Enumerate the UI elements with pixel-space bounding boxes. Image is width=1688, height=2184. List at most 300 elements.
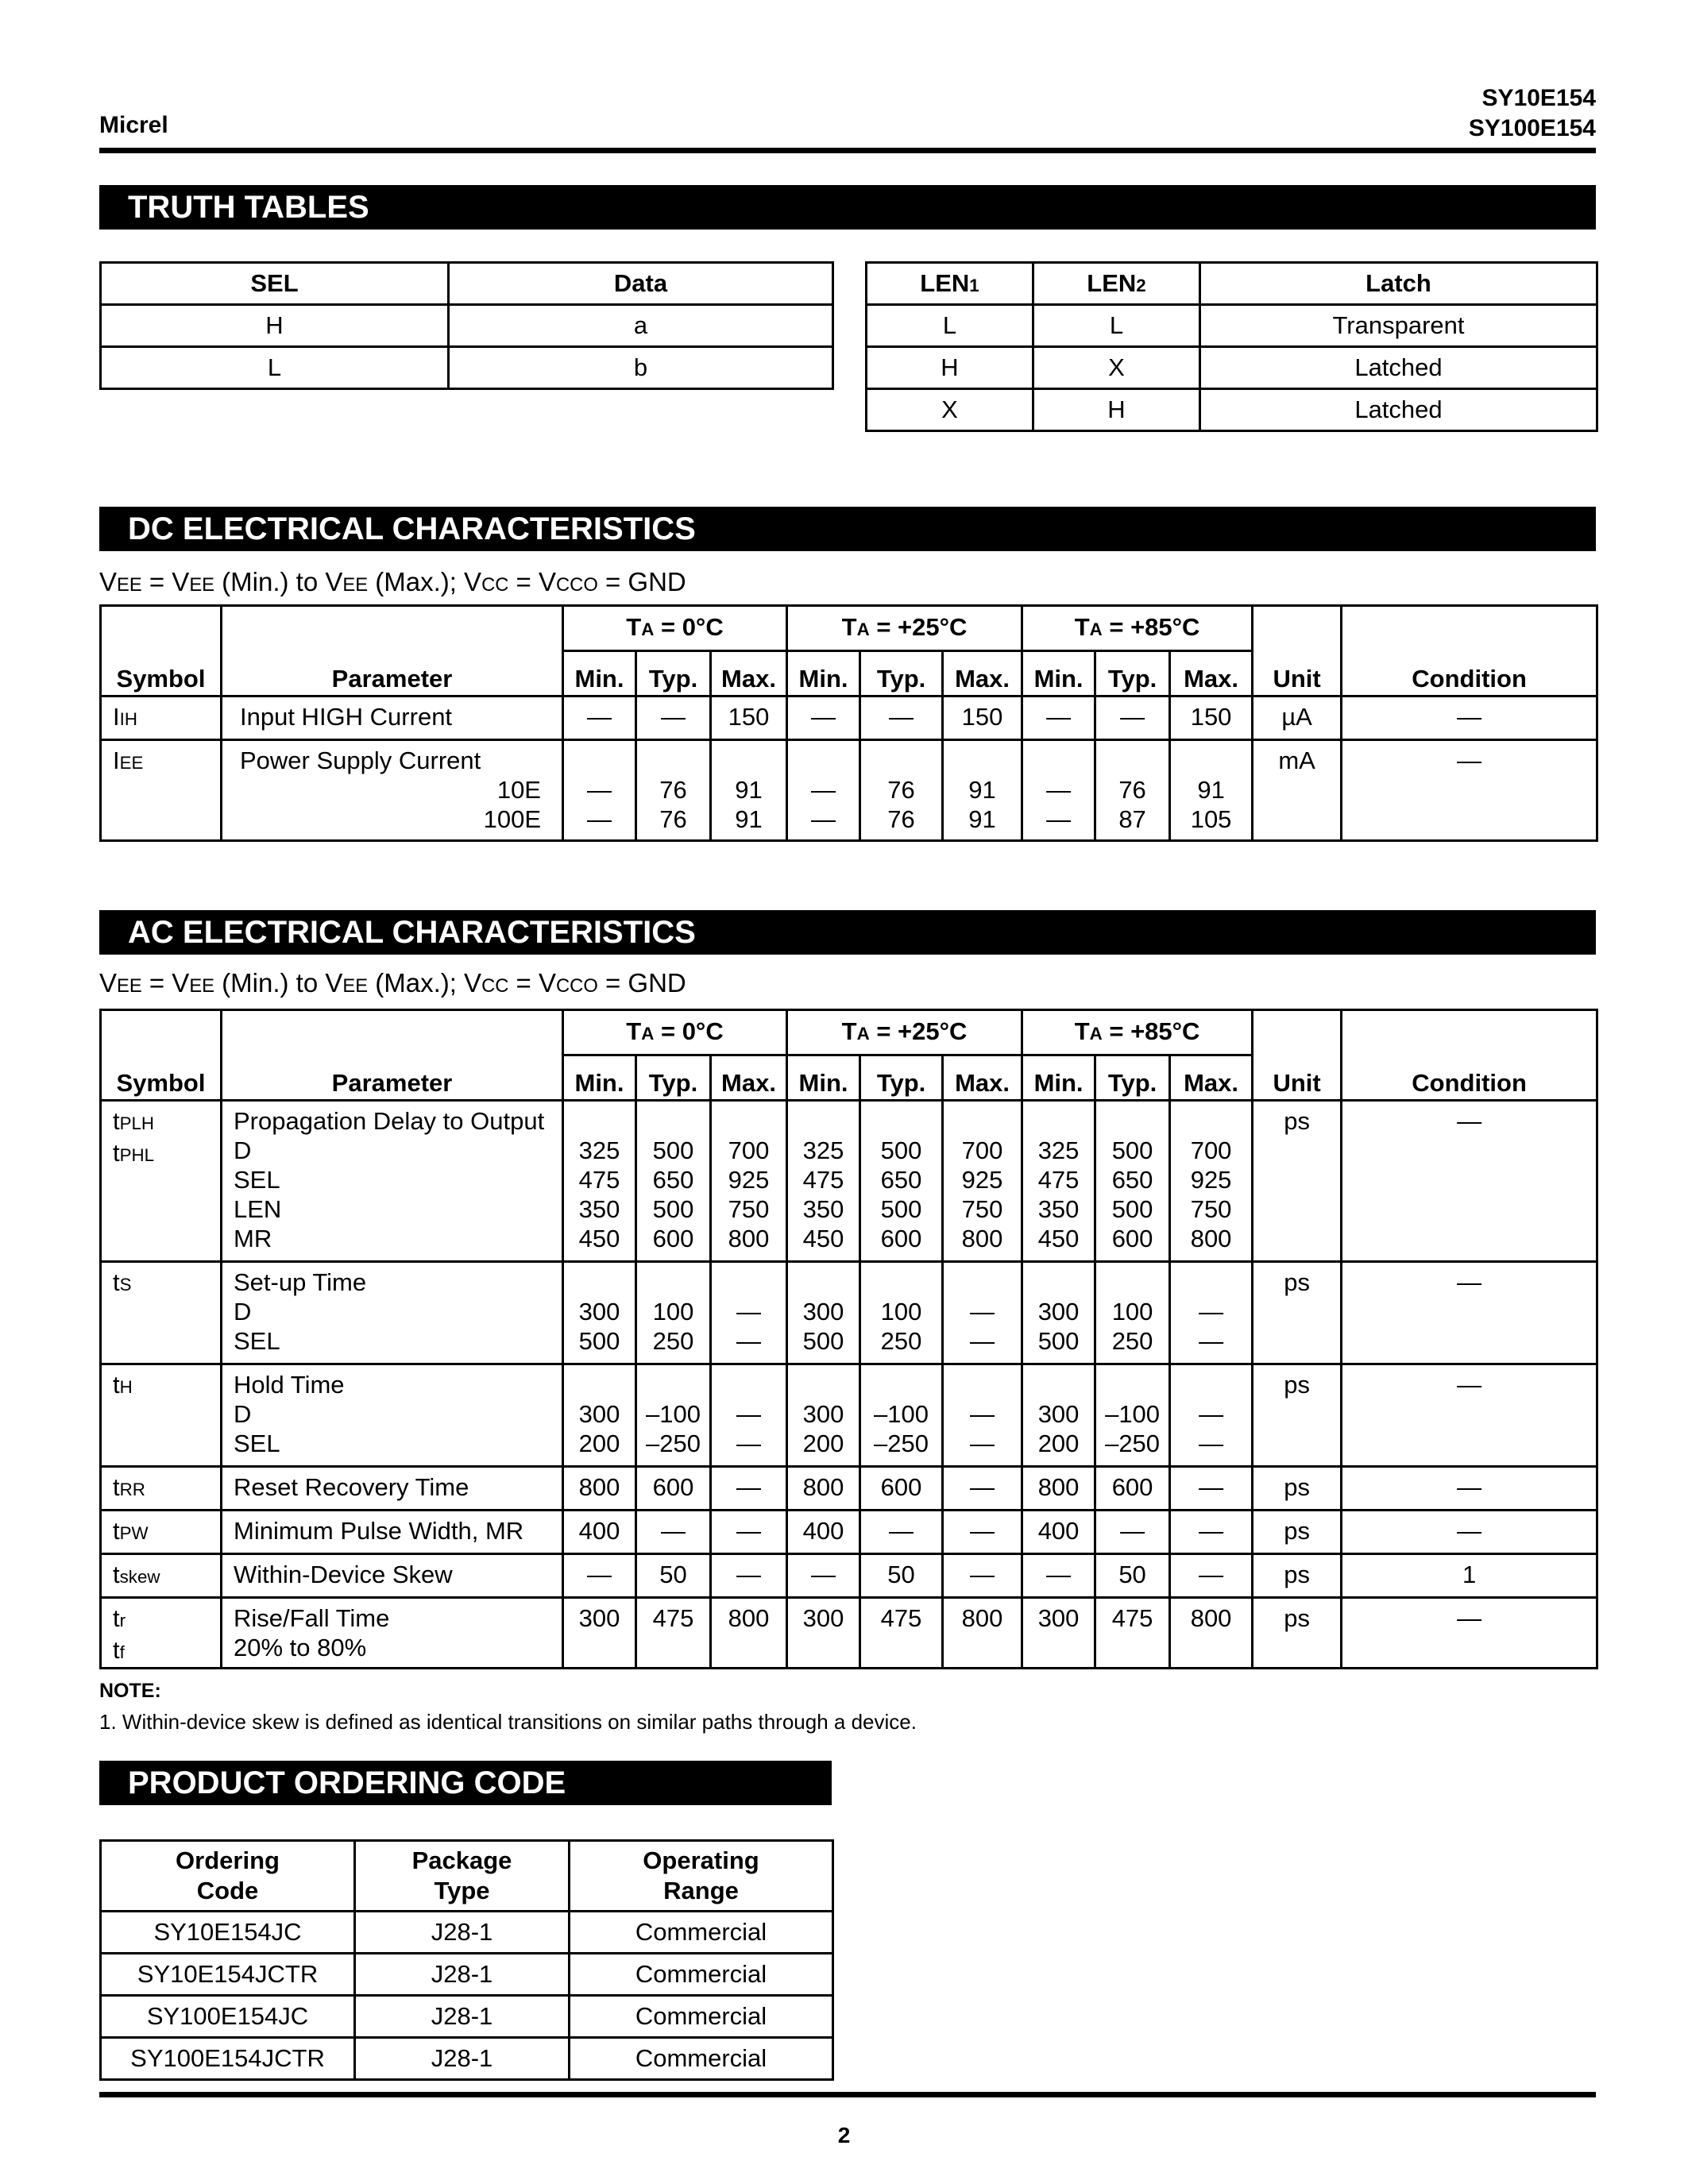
value-cell: 300	[1022, 1598, 1095, 1669]
unit-cell: ps	[1253, 1262, 1342, 1364]
cond-sub: EE	[189, 975, 215, 997]
symbol-line	[113, 1106, 220, 1138]
data-header: Data	[449, 263, 833, 305]
value: 800	[961, 1225, 1003, 1252]
value: 105	[1190, 805, 1232, 833]
range-cell: Commercial	[570, 2038, 833, 2080]
condition-cell: —	[1342, 1101, 1597, 1262]
range-cell: Commercial	[570, 1996, 833, 2038]
value: 87	[1118, 805, 1146, 833]
value-cell	[711, 740, 787, 841]
value-cell: —	[636, 1511, 711, 1554]
value: 500	[578, 1327, 620, 1355]
table-row	[101, 1598, 1597, 1669]
cond-sub: CC	[481, 975, 509, 997]
value-cell: —	[563, 1554, 636, 1598]
parameter-sub: SEL	[234, 1166, 280, 1194]
table-row	[101, 2038, 833, 2080]
sel-header: SEL	[101, 263, 449, 305]
value-cell: —	[711, 1467, 787, 1511]
ordering-code-cell: SY100E154JC	[101, 1996, 355, 2038]
value-cell: 800	[1022, 1467, 1095, 1511]
symbol-sub: PLH	[119, 1113, 155, 1133]
value: 300	[802, 1400, 844, 1428]
cond-text: (Max.); V	[368, 968, 482, 997]
symbol-text: t	[113, 1107, 120, 1135]
value: —	[970, 1298, 995, 1325]
value-cell	[636, 1262, 711, 1364]
min-header: Min.	[1022, 651, 1095, 696]
temp-sub: A	[1089, 1024, 1103, 1044]
value-cell: 800	[787, 1467, 860, 1511]
condition-cell: —	[1342, 1262, 1597, 1364]
typ-header: Typ.	[860, 651, 943, 696]
value-cell: —	[943, 1511, 1022, 1554]
value: 100	[652, 1298, 694, 1325]
symbol-sub: S	[119, 1275, 132, 1295]
symbol-sub: EE	[119, 753, 144, 773]
dc-characteristics-title: DC ELECTRICAL CHARACTERISTICS	[99, 507, 1596, 551]
value-cell	[563, 1262, 636, 1364]
value: —	[587, 776, 612, 804]
value-cell	[1095, 1262, 1170, 1364]
table-cell: H	[1033, 389, 1200, 431]
parameter-text: Set-up Time	[234, 1268, 367, 1296]
table-cell: L	[867, 305, 1033, 347]
value: 325	[802, 1136, 844, 1164]
max-header: Max.	[711, 651, 787, 696]
value-cell: 600	[1095, 1467, 1170, 1511]
value-cell: —	[943, 1467, 1022, 1511]
ac-conditions	[99, 968, 686, 998]
symbol-sub: skew	[119, 1567, 160, 1587]
value-cell: —	[1170, 1511, 1253, 1554]
value-cell	[787, 1101, 860, 1262]
max-header: Max.	[943, 1055, 1022, 1101]
value-cell	[943, 740, 1022, 841]
parameter-cell: Minimum Pulse Width, MR	[222, 1511, 563, 1554]
temp-value: = 0°C	[654, 1017, 724, 1045]
table-row	[867, 347, 1597, 389]
value: 300	[578, 1298, 620, 1325]
footer-rule	[99, 2092, 1596, 2097]
typ-header: Typ.	[1095, 1055, 1170, 1101]
value: —	[1046, 805, 1072, 833]
symbol-text: t	[113, 1473, 120, 1501]
value-cell	[1170, 1364, 1253, 1467]
symbol-cell	[101, 696, 222, 740]
value-cell: 150	[1170, 696, 1253, 740]
value-cell: 800	[563, 1467, 636, 1511]
value-cell	[563, 1364, 636, 1467]
ordering-code-cell: SY10E154JCTR	[101, 1954, 355, 1996]
value-cell	[860, 1262, 943, 1364]
value-cell	[636, 740, 711, 841]
symbol-line	[113, 1603, 220, 1635]
temp-25c-header	[787, 1010, 1022, 1055]
value: 300	[1037, 1400, 1080, 1428]
value: —	[970, 1327, 995, 1355]
note-title: NOTE:	[99, 1680, 161, 1702]
value: 91	[1197, 776, 1225, 804]
table-row	[101, 1954, 833, 1996]
value: 650	[652, 1166, 694, 1194]
package-cell: J28-1	[355, 1954, 570, 1996]
condition-cell: —	[1342, 1467, 1597, 1511]
value: —	[1046, 776, 1072, 804]
value: 76	[887, 776, 915, 804]
table-cell: Transparent	[1200, 305, 1597, 347]
value-cell: —	[711, 1511, 787, 1554]
value-cell	[1095, 1364, 1170, 1467]
parameter-sub: SEL	[234, 1327, 280, 1355]
value: 650	[880, 1166, 922, 1194]
symbol-cell	[101, 1262, 222, 1364]
value-cell	[860, 740, 943, 841]
value: —	[1199, 1327, 1224, 1355]
value: 500	[1037, 1327, 1080, 1355]
value: 500	[652, 1195, 694, 1223]
symbol-text: I	[113, 703, 120, 731]
parameter-sub: 20% to 80%	[234, 1634, 367, 1661]
symbol-text: t	[113, 1517, 120, 1545]
symbol-cell	[101, 1511, 222, 1554]
value: 500	[652, 1136, 694, 1164]
value-cell: 475	[636, 1598, 711, 1669]
value: —	[736, 1298, 762, 1325]
table-row	[101, 1511, 1597, 1554]
symbol-header: Symbol	[101, 606, 222, 696]
cond-sub: CC	[481, 574, 509, 596]
value-cell: 600	[860, 1467, 943, 1511]
cond-sub: EE	[117, 975, 142, 997]
unit-cell: ps	[1253, 1467, 1342, 1511]
cond-text: V	[99, 968, 118, 997]
table-row	[101, 347, 833, 389]
package-cell: J28-1	[355, 2038, 570, 2080]
condition-cell: —	[1342, 1364, 1597, 1467]
symbol-text: t	[113, 1139, 120, 1167]
parameter-cell	[222, 1364, 563, 1467]
value: —	[587, 805, 612, 833]
value: 750	[728, 1195, 770, 1223]
value-cell: —	[860, 696, 943, 740]
cond-sub: EE	[342, 975, 369, 997]
cond-sub: EE	[189, 574, 215, 596]
value: 700	[1190, 1136, 1232, 1164]
value: 300	[578, 1400, 620, 1428]
temp-sub: A	[641, 619, 655, 639]
value: 91	[968, 776, 996, 804]
parameter-sub: LEN	[234, 1195, 282, 1223]
value-cell	[711, 1262, 787, 1364]
table-row	[101, 740, 1597, 841]
cond-text: (Min.) to V	[214, 968, 343, 997]
value-cell: —	[1022, 696, 1095, 740]
value: 475	[1037, 1166, 1080, 1194]
value: 76	[659, 776, 687, 804]
value-cell	[1022, 1262, 1095, 1364]
parameter-sub: SEL	[234, 1430, 280, 1457]
value: 600	[652, 1225, 694, 1252]
temp-t: T	[626, 1017, 642, 1045]
value: 350	[578, 1195, 620, 1223]
condition-header: Condition	[1342, 606, 1597, 696]
table-row	[101, 1554, 1597, 1598]
value: –250	[1105, 1430, 1161, 1457]
len1-label: LEN	[920, 269, 970, 297]
dc-characteristics-table	[99, 604, 1598, 842]
unit-cell: ps	[1253, 1511, 1342, 1554]
unit-cell: mA	[1253, 740, 1342, 841]
typ-header: Typ.	[860, 1055, 943, 1101]
table-row	[101, 1912, 833, 1954]
min-header: Min.	[563, 1055, 636, 1101]
value: –100	[1105, 1400, 1161, 1428]
cond-text: = V	[141, 567, 190, 596]
temp-t: T	[841, 613, 857, 641]
value-cell: 150	[943, 696, 1022, 740]
value: 100	[1111, 1298, 1153, 1325]
symbol-line	[113, 1635, 220, 1667]
table-cell: b	[449, 347, 833, 389]
value: —	[736, 1400, 762, 1428]
header-line: Code	[196, 1877, 259, 1904]
table-row	[101, 1101, 1597, 1262]
company-name: Micrel	[99, 112, 168, 138]
len2-label: LEN	[1087, 269, 1137, 297]
parameter-cell	[222, 1101, 563, 1262]
symbol-sub: H	[119, 1377, 133, 1397]
parameter-text: Hold Time	[234, 1371, 345, 1399]
value-cell	[711, 1364, 787, 1467]
sel-truth-table	[99, 261, 834, 390]
condition-header: Condition	[1342, 1010, 1597, 1101]
symbol-cell	[101, 1554, 222, 1598]
value-cell: 300	[787, 1598, 860, 1669]
value: —	[736, 1430, 762, 1457]
value: 76	[1118, 776, 1146, 804]
value-cell	[563, 740, 636, 841]
value-cell	[636, 1101, 711, 1262]
len1-header	[867, 263, 1033, 305]
header-line: Ordering	[176, 1846, 280, 1874]
symbol-header: Symbol	[101, 1010, 222, 1101]
parameter-sub: MR	[234, 1225, 272, 1252]
value: 450	[802, 1225, 844, 1252]
value: —	[811, 805, 836, 833]
min-header: Min.	[787, 651, 860, 696]
parameter-cell	[222, 740, 563, 841]
table-row	[101, 696, 1597, 740]
value-cell: 50	[860, 1554, 943, 1598]
value: –250	[646, 1430, 701, 1457]
header-line: Type	[434, 1877, 490, 1904]
part-numbers	[1469, 83, 1596, 144]
value: 91	[735, 805, 763, 833]
symbol-sub: PW	[119, 1523, 149, 1543]
symbol-cell	[101, 740, 222, 841]
value: 800	[728, 1225, 770, 1252]
value-cell: 50	[1095, 1554, 1170, 1598]
latch-header: Latch	[1200, 263, 1597, 305]
condition-cell: —	[1342, 740, 1597, 841]
value-cell	[1170, 1101, 1253, 1262]
ordering-code-title: PRODUCT ORDERING CODE	[99, 1761, 832, 1805]
symbol-text: t	[113, 1636, 120, 1664]
value-cell: 800	[943, 1598, 1022, 1669]
part-number-10e: SY10E154	[1481, 85, 1596, 111]
temp-value: = 0°C	[654, 613, 724, 641]
value-cell	[787, 1262, 860, 1364]
temp-0c-header	[563, 1010, 787, 1055]
value-cell	[943, 1262, 1022, 1364]
value-cell: 800	[711, 1598, 787, 1669]
unit-header: Unit	[1253, 606, 1342, 696]
value: 76	[659, 805, 687, 833]
table-cell: L	[101, 347, 449, 389]
page-number: 2	[837, 2123, 851, 2147]
value: 650	[1111, 1166, 1153, 1194]
max-header: Max.	[711, 1055, 787, 1101]
symbol-text: I	[113, 747, 120, 774]
table-row	[101, 606, 1597, 651]
value: 500	[880, 1136, 922, 1164]
parameter-variant: 10E	[496, 776, 541, 804]
ac-characteristics-table	[99, 1009, 1598, 1669]
value: 76	[887, 805, 915, 833]
condition-cell: 1	[1342, 1554, 1597, 1598]
value-cell: 150	[711, 696, 787, 740]
value: —	[1199, 1400, 1224, 1428]
value-cell	[860, 1364, 943, 1467]
cond-sub: CCO	[556, 975, 598, 997]
value-cell: 300	[563, 1598, 636, 1669]
parameter-variant: 100E	[483, 805, 541, 833]
value: 800	[1190, 1225, 1232, 1252]
value: –100	[874, 1400, 929, 1428]
value: 750	[1190, 1195, 1232, 1223]
parameter-cell	[222, 1262, 563, 1364]
value-cell: 800	[1170, 1598, 1253, 1669]
table-row	[101, 1996, 833, 2038]
min-header: Min.	[787, 1055, 860, 1101]
value-cell	[636, 1364, 711, 1467]
table-row	[101, 1262, 1597, 1364]
value-cell: —	[860, 1511, 943, 1554]
value: 475	[578, 1166, 620, 1194]
symbol-cell	[101, 1467, 222, 1511]
temp-sub: A	[856, 619, 870, 639]
value-cell: —	[787, 696, 860, 740]
temp-25c-header	[787, 606, 1022, 651]
parameter-cell: Reset Recovery Time	[222, 1467, 563, 1511]
temp-sub: A	[1089, 619, 1103, 639]
temp-t: T	[626, 613, 642, 641]
temp-value: = +85°C	[1102, 613, 1200, 641]
value: 500	[802, 1327, 844, 1355]
value: 925	[728, 1166, 770, 1194]
table-row	[867, 263, 1597, 305]
ac-characteristics-title: AC ELECTRICAL CHARACTERISTICS	[99, 910, 1596, 955]
header-line: Package	[411, 1846, 512, 1874]
symbol-sub: RR	[119, 1480, 145, 1499]
min-header: Min.	[1022, 1055, 1095, 1101]
ordering-code-cell: SY100E154JCTR	[101, 2038, 355, 2080]
temp-value: = +25°C	[869, 1017, 968, 1045]
range-cell: Commercial	[570, 1954, 833, 1996]
value-cell: 400	[1022, 1511, 1095, 1554]
value-cell: —	[1095, 696, 1170, 740]
unit-cell: ps	[1253, 1554, 1342, 1598]
value: –250	[874, 1430, 929, 1457]
value: —	[1199, 1430, 1224, 1457]
ordering-code-cell: SY10E154JC	[101, 1912, 355, 1954]
value: 100	[880, 1298, 922, 1325]
temp-value: = +85°C	[1102, 1017, 1200, 1045]
cond-sub: CCO	[556, 574, 598, 596]
value-cell: —	[636, 696, 711, 740]
value-cell	[1095, 740, 1170, 841]
min-header: Min.	[563, 651, 636, 696]
symbol-text: t	[113, 1561, 120, 1588]
len2-subscript: 2	[1136, 276, 1146, 295]
table-row	[867, 389, 1597, 431]
temp-sub: A	[856, 1024, 870, 1044]
unit-cell: ps	[1253, 1598, 1342, 1669]
value-cell	[711, 1101, 787, 1262]
parameter-sub: D	[234, 1136, 252, 1164]
unit-cell: ps	[1253, 1101, 1342, 1262]
header-line: Range	[663, 1877, 739, 1904]
temp-85c-header	[1022, 1010, 1253, 1055]
table-cell: Latched	[1200, 389, 1597, 431]
dc-conditions	[99, 567, 686, 597]
value: 500	[880, 1195, 922, 1223]
value-cell	[1170, 1262, 1253, 1364]
value: —	[811, 776, 836, 804]
temp-0c-header	[563, 606, 787, 651]
parameter-text: Rise/Fall Time	[234, 1604, 390, 1632]
symbol-text: t	[113, 1268, 120, 1296]
temp-t: T	[841, 1017, 857, 1045]
unit-cell: ps	[1253, 1364, 1342, 1467]
value: —	[970, 1430, 995, 1457]
symbol-cell	[101, 1101, 222, 1262]
value: 925	[1190, 1166, 1232, 1194]
truth-tables-title: TRUTH TABLES	[99, 185, 1596, 230]
ordering-code-table	[99, 1839, 834, 2081]
value-cell	[943, 1364, 1022, 1467]
temp-t: T	[1074, 1017, 1090, 1045]
table-row	[101, 263, 833, 305]
symbol-sub: r	[119, 1611, 126, 1630]
len2-header	[1033, 263, 1200, 305]
temp-85c-header	[1022, 606, 1253, 651]
header-line: Operating	[643, 1846, 759, 1874]
cond-text: = GND	[597, 567, 686, 596]
cond-text: = V	[141, 968, 190, 997]
unit-header: Unit	[1253, 1010, 1342, 1101]
cond-text: = V	[508, 968, 557, 997]
cond-text: = GND	[597, 968, 686, 997]
cond-sub: EE	[117, 574, 142, 596]
parameter-cell: Input HIGH Current	[222, 696, 563, 740]
value-cell: —	[1095, 1511, 1170, 1554]
value-cell: 475	[1095, 1598, 1170, 1669]
latch-truth-table	[865, 261, 1598, 432]
table-row	[101, 1467, 1597, 1511]
